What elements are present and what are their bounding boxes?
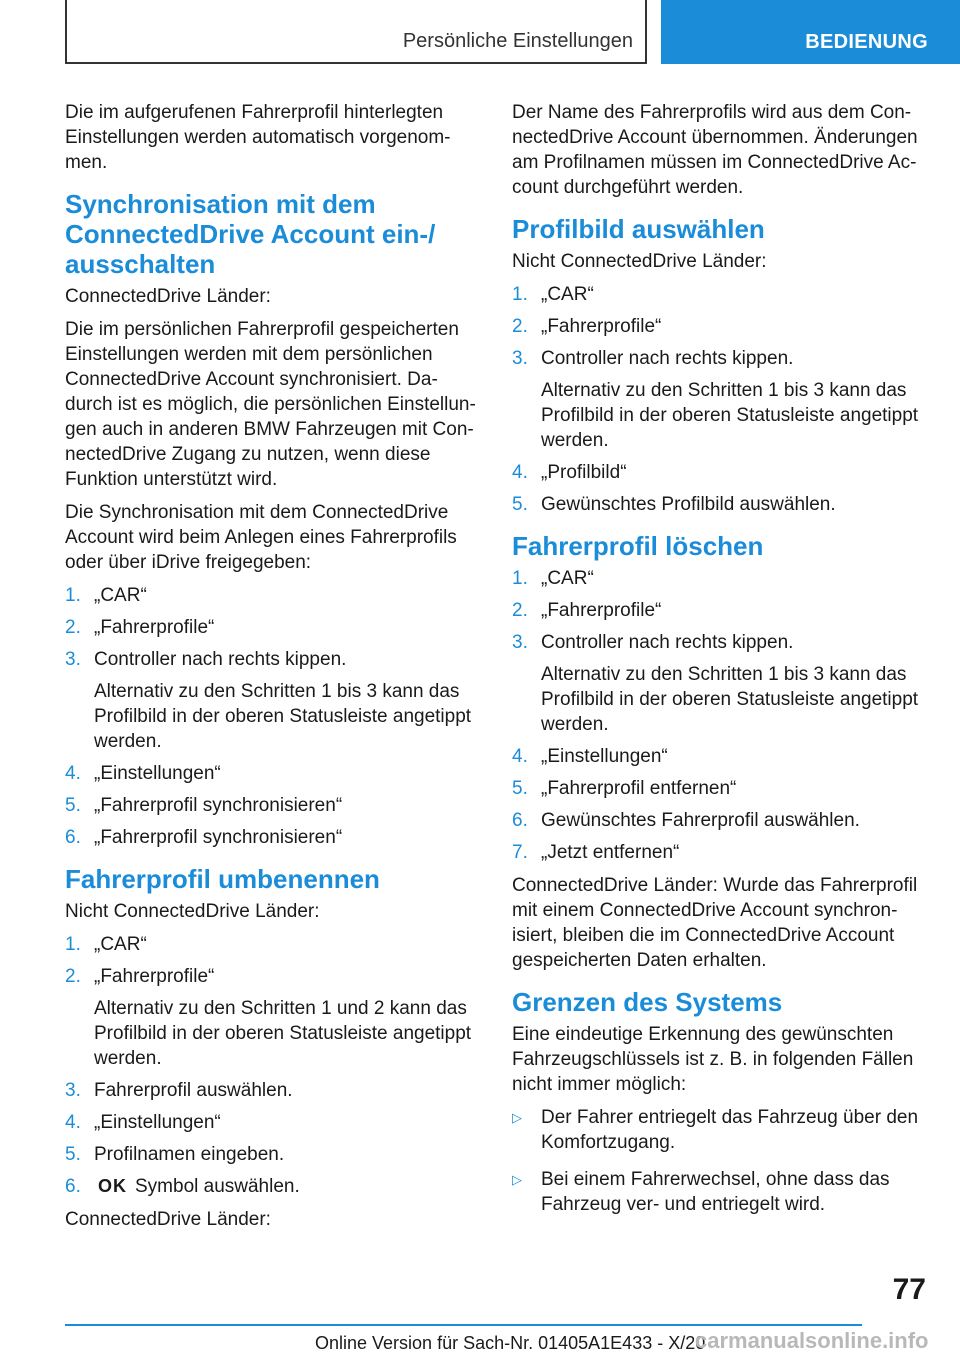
delete-note: ConnectedDrive Länder: Wurde das Fahrerprofil mit einem ConnectedDrive Account synchron-isiert, bleiben die im ConnectedDrive Account gespeicherten Daten erhalten. xyxy=(512,875,918,971)
step-number: 3. xyxy=(65,649,81,670)
step-text: „Fahrerprofil synchronisieren“ xyxy=(94,795,343,816)
step-number: 1. xyxy=(512,284,528,305)
step-text: „CAR“ xyxy=(94,934,147,955)
list-item xyxy=(65,825,481,850)
ok-icon: OK xyxy=(98,1176,127,1196)
step-note: Alternativ zu den Schritten 1 bis 3 kann das Profilbild in der oberen Statusleiste angetippt werden. xyxy=(541,380,919,451)
step-text: „Fahrerprofil synchronisieren“ xyxy=(94,827,343,848)
rename-countries: Nicht ConnectedDrive Länder: xyxy=(65,901,320,922)
step-number: 4. xyxy=(65,763,81,784)
list-item xyxy=(512,566,930,591)
right-column xyxy=(512,100,930,1229)
list-item xyxy=(65,1078,481,1103)
list-item xyxy=(512,314,930,339)
step-number: 4. xyxy=(65,1112,81,1133)
step-number: 4. xyxy=(512,462,528,483)
step-number: 1. xyxy=(65,585,81,606)
step-number: 3. xyxy=(65,1080,81,1101)
step-text: Fahrerprofil auswählen. xyxy=(94,1080,293,1101)
bullet-text: Der Fahrer entriegelt das Fahrzeug über den Komfortzugang. xyxy=(541,1107,919,1153)
step-text: „CAR“ xyxy=(541,284,594,305)
step-number: 2. xyxy=(512,600,528,621)
step-text: Symbol auswählen. xyxy=(135,1176,300,1197)
sync-paragraph-2: Die Synchronisation mit dem ConnectedDrive Account wird beim Anlegen eines Fahrerprofils oder über iDrive freigegeben: xyxy=(65,502,457,573)
sync-paragraph-1: Die im persönlichen Fahrerprofil gespeicherten Einstellungen werden mit dem persönlichen ConnectedDrive Account synchronisiert. Da-durch ist es möglich, die persönlichen Einstellun-gen auch in anderen BMW Fahrzeugen mit Con-nectedDrive Zugang zu nutzen, wenn diese Funktion unterstützt wird. xyxy=(65,319,476,490)
left-column xyxy=(65,100,481,1240)
triangle-right-icon: ▷ xyxy=(512,1110,522,1125)
step-note: Alternativ zu den Schritten 1 und 2 kann das Profilbild in der oberen Statusleiste angetippt werden. xyxy=(94,998,472,1069)
step-text: Gewünschtes Profilbild auswählen. xyxy=(541,494,836,515)
list-item xyxy=(512,808,930,833)
rename-countries-2: ConnectedDrive Länder: xyxy=(65,1209,271,1230)
step-number: 5. xyxy=(65,795,81,816)
limits-intro: Eine eindeutige Erkennung des gewünschten Fahrzeugschlüssels ist z. B. in folgenden Fällen nicht immer möglich: xyxy=(512,1024,914,1095)
step-text: „CAR“ xyxy=(541,568,594,589)
step-text: „Jetzt entfernen“ xyxy=(541,842,680,863)
step-number: 2. xyxy=(512,316,528,337)
list-item xyxy=(512,282,930,307)
step-text: „Fahrerprofile“ xyxy=(541,600,662,621)
step-note: Alternativ zu den Schritten 1 bis 3 kann das Profilbild in der oberen Statusleiste angetippt werden. xyxy=(541,664,919,735)
step-text: Controller nach rechts kippen. xyxy=(541,632,794,653)
watermark: carmanualsonline.info xyxy=(695,1328,929,1353)
step-number: 5. xyxy=(512,778,528,799)
step-text: „Einstellungen“ xyxy=(94,1112,221,1133)
step-number: 3. xyxy=(512,632,528,653)
step-number: 5. xyxy=(65,1144,81,1165)
list-item xyxy=(65,761,481,786)
list-item xyxy=(65,964,481,1071)
step-number: 1. xyxy=(512,568,528,589)
rename-heading: Fahrerprofil umbenennen xyxy=(65,864,380,894)
list-item xyxy=(512,776,930,801)
step-text: „Einstellungen“ xyxy=(541,746,668,767)
step-text: „Fahrerprofile“ xyxy=(94,966,215,987)
bullet-text: Bei einem Fahrerwechsel, ohne dass das Fahrzeug ver- und entriegelt wird. xyxy=(541,1169,890,1215)
limits-heading: Grenzen des Systems xyxy=(512,987,783,1017)
step-number: 6. xyxy=(65,827,81,848)
list-item xyxy=(512,460,930,485)
step-text: Controller nach rechts kippen. xyxy=(541,348,794,369)
step-text: „Profilbild“ xyxy=(541,462,627,483)
list-item xyxy=(512,346,930,453)
picture-heading: Profilbild auswählen xyxy=(512,214,765,244)
sync-heading: Synchronisation mit dem ConnectedDrive Account ein-/ ausschalten xyxy=(65,189,436,279)
page-number: 77 xyxy=(892,1273,926,1306)
list-item xyxy=(512,1105,930,1155)
step-text: „Fahrerprofil entfernen“ xyxy=(541,778,737,799)
picture-steps xyxy=(512,282,930,517)
step-number: 6. xyxy=(65,1176,81,1197)
list-item xyxy=(65,1174,481,1199)
step-note: Alternativ zu den Schritten 1 bis 3 kann das Profilbild in der oberen Statusleiste angetippt werden. xyxy=(94,681,472,752)
rename-steps xyxy=(65,932,481,1199)
step-number: 1. xyxy=(65,934,81,955)
step-number: 7. xyxy=(512,842,528,863)
chapter-tab-label: BEDIENUNG xyxy=(805,31,928,53)
list-item xyxy=(512,630,930,737)
limits-bullets xyxy=(512,1105,930,1217)
delete-heading: Fahrerprofil löschen xyxy=(512,531,764,561)
delete-steps xyxy=(512,566,930,865)
picture-countries: Nicht ConnectedDrive Länder: xyxy=(512,251,767,272)
rename-continued: Der Name des Fahrerprofils wird aus dem Con-nectedDrive Account übernommen. Änderungen am Profilnamen müssen im ConnectedDrive Ac-count durchgeführt werden. xyxy=(512,102,918,198)
list-item xyxy=(65,793,481,818)
step-number: 5. xyxy=(512,494,528,515)
list-item xyxy=(65,647,481,754)
sync-steps xyxy=(65,583,481,850)
section-title: Persönliche Einstellungen xyxy=(402,30,633,52)
step-number: 2. xyxy=(65,617,81,638)
list-item xyxy=(65,615,481,640)
header-section-box xyxy=(65,0,647,64)
step-number: 2. xyxy=(65,966,81,987)
intro-paragraph: Die im aufgerufenen Fahrerprofil hinterlegten Einstellungen werden automatisch vorgenom-men. xyxy=(65,102,451,173)
step-number: 4. xyxy=(512,746,528,767)
list-item xyxy=(65,932,481,957)
step-text: „Fahrerprofile“ xyxy=(541,316,662,337)
footer-divider xyxy=(65,1324,862,1326)
list-item xyxy=(512,840,930,865)
step-text: „Fahrerprofile“ xyxy=(94,617,215,638)
list-item xyxy=(65,1110,481,1135)
step-text: Gewünschtes Fahrerprofil auswählen. xyxy=(541,810,860,831)
chapter-tab xyxy=(661,0,960,64)
list-item xyxy=(512,492,930,517)
step-text: „CAR“ xyxy=(94,585,147,606)
triangle-right-icon: ▷ xyxy=(512,1172,522,1187)
sync-countries: ConnectedDrive Länder: xyxy=(65,286,271,307)
step-text: Controller nach rechts kippen. xyxy=(94,649,347,670)
step-number: 6. xyxy=(512,810,528,831)
step-number: 3. xyxy=(512,348,528,369)
step-text: „Einstellungen“ xyxy=(94,763,221,784)
list-item xyxy=(65,1142,481,1167)
list-item xyxy=(512,744,930,769)
list-item xyxy=(512,598,930,623)
online-version-text: Online Version für Sach-Nr. 01405A1E433 - X/20 xyxy=(315,1333,706,1353)
list-item xyxy=(512,1167,930,1217)
step-text: Profilnamen eingeben. xyxy=(94,1144,285,1165)
list-item xyxy=(65,583,481,608)
